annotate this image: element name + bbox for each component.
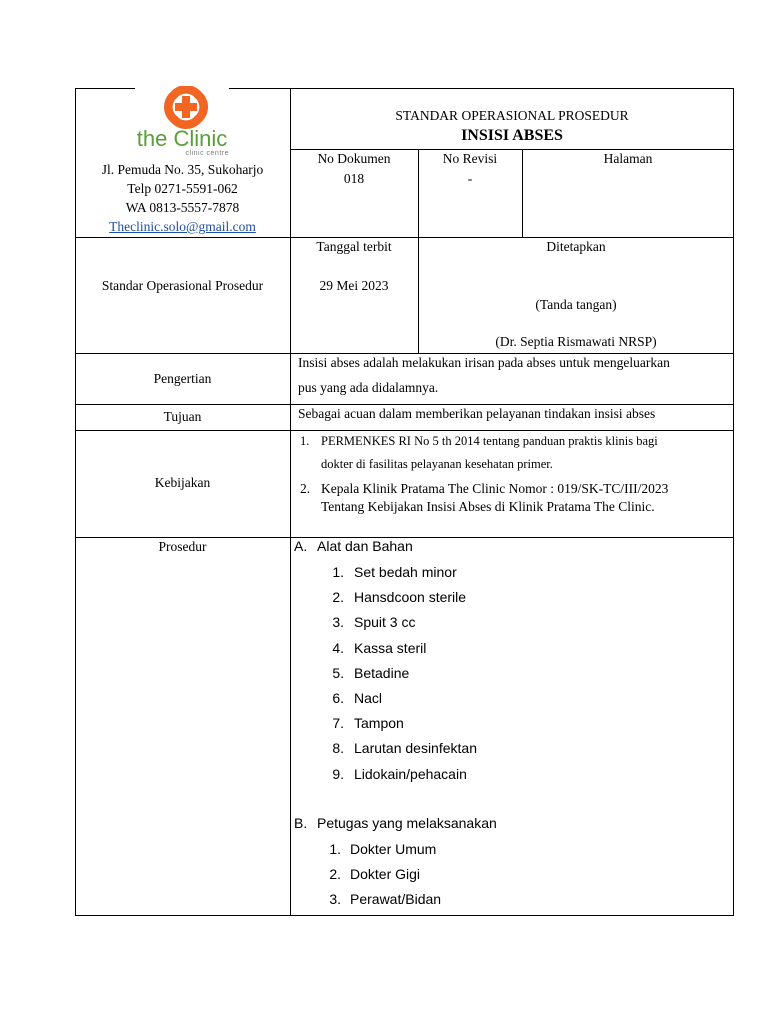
petugas-item: Perawat/Bidan — [350, 891, 442, 907]
alat-bahan-item: Lidokain/pehacain — [354, 765, 467, 782]
kebijakan-item-2-line-2: Tentang Kebijakan Insisi Abses di Klinik Pratama The Clinic. — [321, 499, 655, 514]
kebijakan-label: Kebijakan — [154, 475, 211, 490]
alat-bahan-item: Tampon — [354, 715, 404, 732]
kebijakan-num-2: 2. — [300, 481, 311, 496]
alat-bahan-number: 8. — [332, 740, 344, 757]
tujuan-text: Sebagai acuan dalam memberikan pelayanan tindakan insisi abses — [298, 406, 656, 421]
petugas-item: Dokter Gigi — [350, 866, 421, 882]
kebijakan-num-1: 1. — [300, 434, 310, 448]
clinic-phone: Telp 0271-5591-062 — [127, 181, 238, 196]
group-b-title: Petugas yang melaksanakan — [317, 815, 497, 831]
ditetapkan-label: Ditetapkan — [546, 239, 606, 254]
logo-tagline: clinic centre — [185, 150, 229, 157]
alat-bahan-item: Betadine — [354, 664, 410, 681]
alat-bahan-number: 3. — [332, 614, 344, 631]
alat-bahan-item: Nacl — [354, 690, 383, 706]
pengertian-label: Pengertian — [153, 371, 212, 386]
signer-name: (Dr. Septia Rismawati NRSP) — [495, 334, 657, 349]
pengertian-line-1: Insisi abses adalah melakukan irisan pada abses untuk mengeluarkan — [298, 355, 670, 370]
alat-bahan-item: Spuit 3 cc — [354, 614, 416, 631]
petugas-item: Dokter Umum — [350, 841, 437, 857]
tujuan-label: Tujuan — [163, 409, 202, 424]
tanggal-terbit-label: Tanggal terbit — [316, 239, 392, 254]
clinic-address: Jl. Pemuda No. 35, Sukoharjo — [101, 162, 264, 177]
clinic-wa: WA 0813-5557-7878 — [125, 200, 240, 215]
prosedur-label: Prosedur — [158, 539, 207, 554]
alat-bahan-number: 4. — [332, 639, 344, 656]
document-title-2: INSISI ABSES — [461, 127, 563, 144]
group-b-letter: B. — [294, 815, 308, 831]
petugas-number: 1. — [329, 841, 341, 857]
sop-label: Standar Operasional Prosedur — [101, 278, 264, 293]
alat-bahan-number: 2. — [332, 589, 344, 606]
alat-bahan-number: 5. — [332, 664, 344, 681]
clinic-email-link[interactable]: Theclinic.solo@gmail.com — [109, 219, 256, 234]
alat-bahan-number: 9. — [332, 765, 344, 782]
kebijakan-item-1-line-1: PERMENKES RI No 5 th 2014 tentang panduan praktis klinis bagi — [321, 434, 658, 448]
petugas-number: 2. — [329, 866, 341, 882]
alat-bahan-item: Kassa steril — [354, 639, 427, 656]
no-revisi-value: - — [467, 171, 473, 186]
kebijakan-item-1-line-2: dokter di fasilitas pelayanan kesehatan primer. — [321, 457, 553, 471]
tanda-tangan: (Tanda tangan) — [535, 297, 617, 312]
group-a-letter: A. — [294, 538, 308, 554]
no-dokumen-label: No Dokumen — [317, 151, 391, 166]
alat-bahan-item: Larutan desinfektan — [354, 740, 477, 757]
document-title-1: STANDAR OPERASIONAL PROSEDUR — [395, 108, 629, 123]
column-divider — [290, 88, 291, 916]
alat-bahan-number: 7. — [332, 715, 344, 732]
no-dokumen-value: 018 — [343, 171, 365, 186]
pengertian-line-2: pus yang ada didalamnya. — [298, 380, 439, 395]
row-line-tujuan-bottom — [75, 430, 734, 431]
alat-bahan-number: 1. — [332, 564, 344, 580]
alat-bahan-item: Hansdcoon sterile — [354, 589, 467, 606]
clinic-logo — [135, 86, 229, 156]
kebijakan-item-2-line-1: Kepala Klinik Pratama The Clinic Nomor : 019/SK-TC/III/2023 — [321, 481, 669, 496]
alat-bahan-number: 6. — [332, 690, 344, 706]
group-a-title: Alat dan Bahan — [317, 538, 413, 554]
halaman-label: Halaman — [603, 151, 653, 166]
logo-name: the Clinic — [136, 126, 228, 151]
tanggal-terbit-value: 29 Mei 2023 — [319, 278, 389, 293]
no-revisi-label: No Revisi — [442, 151, 498, 166]
alat-bahan-item: Set bedah minor — [354, 564, 457, 580]
petugas-number: 3. — [329, 891, 341, 907]
